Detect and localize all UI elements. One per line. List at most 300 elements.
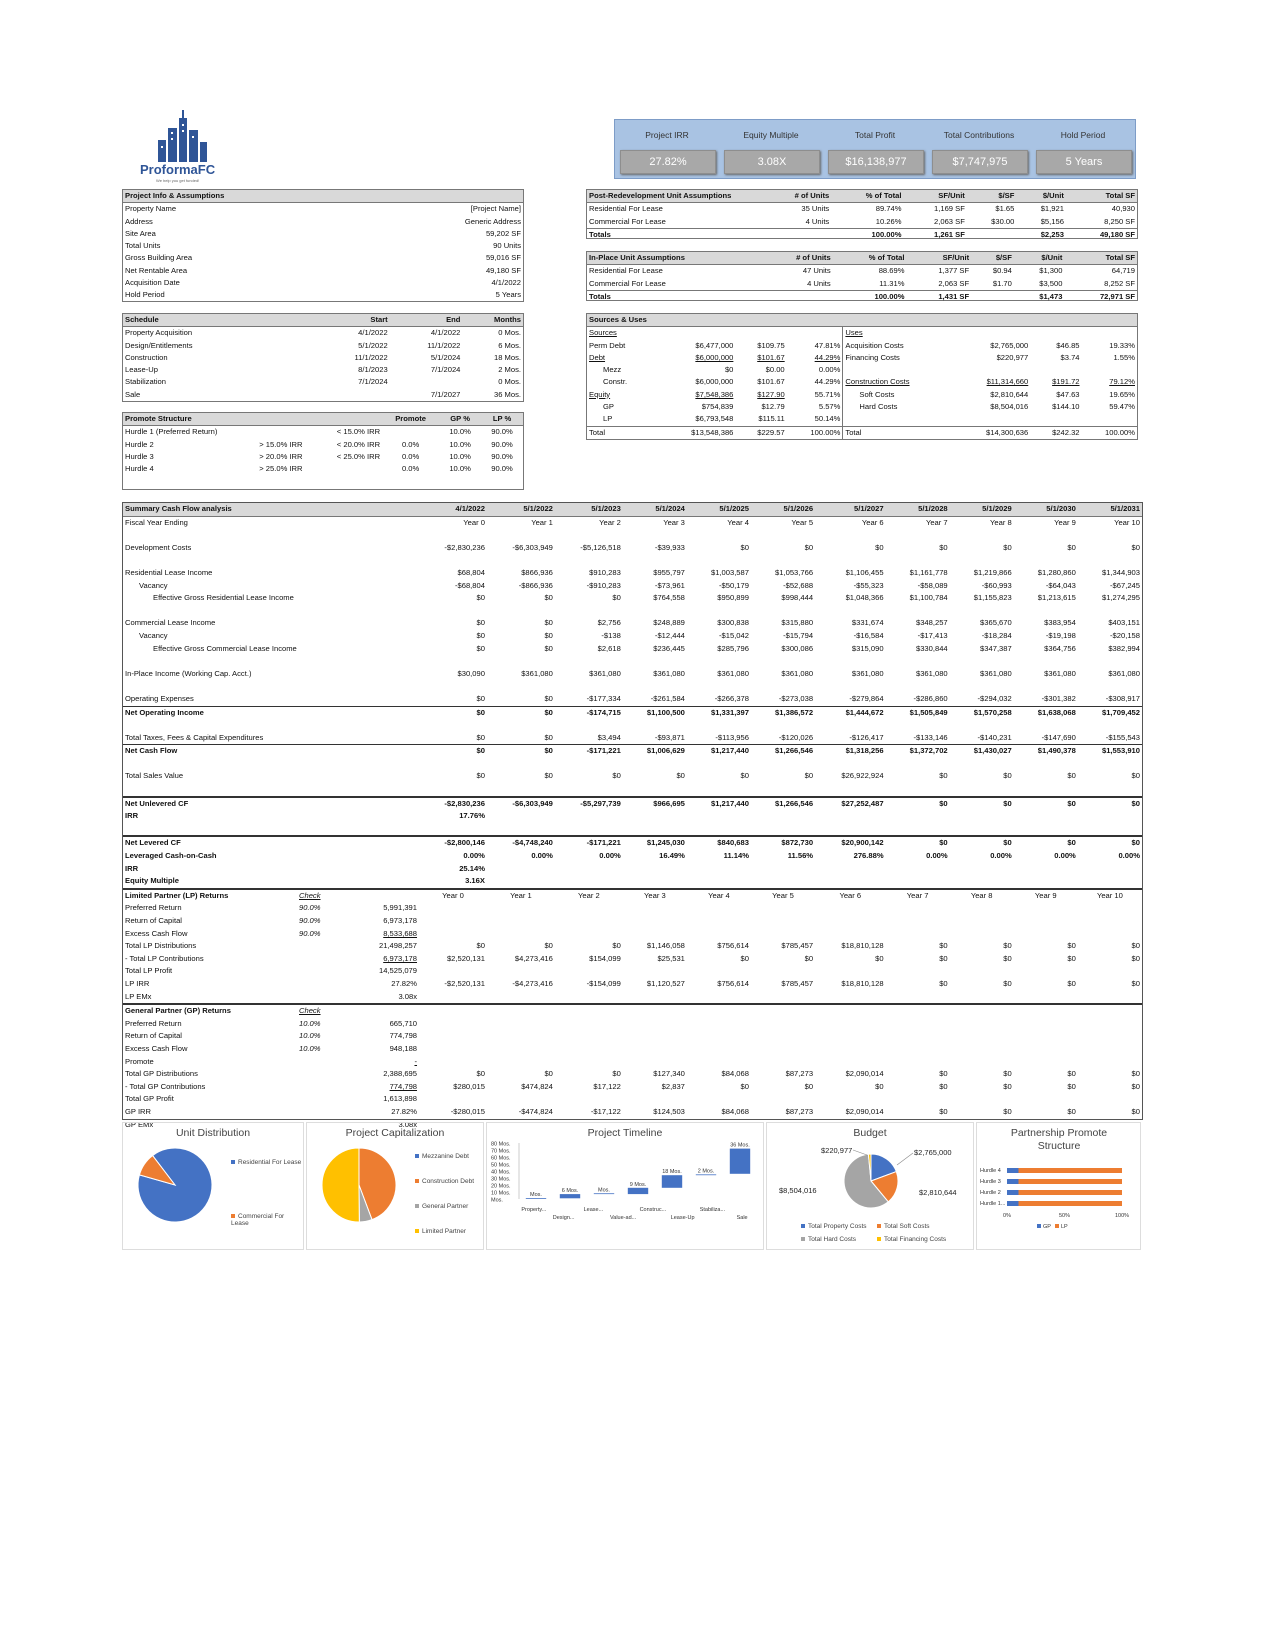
- table-cell: % of Total: [833, 252, 907, 265]
- chart-title: Project Capitalization: [345, 1127, 445, 1139]
- table-cell: $248,889: [653, 618, 685, 628]
- kpi-equity-multiple: [719, 120, 823, 180]
- table-cell: [886, 1018, 950, 1031]
- table-cell: 10.0%: [449, 451, 471, 461]
- table-cell: Uses: [843, 327, 1137, 340]
- table-cell: Hold Period: [125, 290, 165, 300]
- table-cell: $2,253: [1016, 228, 1066, 241]
- table-cell: [687, 915, 751, 928]
- table-row: [123, 463, 523, 475]
- table-row: [123, 1093, 1142, 1106]
- table-cell: $361,080: [1044, 668, 1076, 678]
- table-cell: $2,090,014: [845, 1106, 884, 1116]
- table-cell: Year 0: [419, 889, 487, 903]
- table-cell: $144.10: [1052, 402, 1080, 412]
- table-cell: Construction Costs: [843, 376, 955, 388]
- table-cell: < 25.0% IRR: [336, 451, 381, 461]
- table-cell: 11/1/2022: [427, 340, 461, 350]
- unit-pie: [123, 1123, 305, 1251]
- timeline-xlabel: Lease...: [583, 1207, 604, 1213]
- table-cell: $1,318,256: [815, 745, 886, 758]
- table-row: [123, 902, 1142, 915]
- kpi-hold-period: [1031, 120, 1135, 180]
- promote-hurdle-label: Hurdle 1...: [980, 1201, 1006, 1207]
- table-cell: 10.0%: [449, 439, 471, 449]
- table-cell: $3,494: [597, 732, 621, 742]
- legend-property: Total Property Costs: [801, 1223, 867, 1230]
- table-row: [123, 376, 523, 388]
- table-cell: $0.94: [992, 266, 1012, 276]
- table-cell: $6,000,000: [695, 352, 734, 362]
- table-cell: 10.0%: [449, 464, 471, 474]
- table-cell: [305, 413, 383, 426]
- table-row: [123, 965, 1142, 978]
- timeline-ytick: Mos.: [491, 1197, 503, 1204]
- table-cell: [419, 991, 487, 1005]
- spacer: [123, 554, 1142, 567]
- table-cell: -$286,860: [913, 693, 948, 703]
- table-cell: [419, 1018, 487, 1031]
- table-cell: $0: [612, 771, 621, 781]
- table-cell: -$68,804: [454, 580, 485, 590]
- budget-chart: [766, 1122, 974, 1250]
- table-cell: $/Unit: [1016, 190, 1066, 203]
- table-cell: [815, 915, 886, 928]
- legend-lp: Limited Partner: [415, 1228, 466, 1235]
- table-cell: 4/1/2022: [358, 328, 388, 338]
- table-cell: -$279,864: [849, 693, 884, 703]
- table-cell: 0.00%: [926, 851, 948, 861]
- table-cell: 1,261 SF: [903, 228, 966, 241]
- table-cell: $0: [1003, 1081, 1012, 1091]
- table-cell: $0: [1003, 953, 1012, 963]
- table-cell: $0: [1014, 797, 1078, 811]
- kpi-project-irr: [615, 120, 719, 180]
- table-cell: 72,971 SF: [1064, 290, 1137, 303]
- table-cell: Totals: [587, 290, 761, 303]
- table-cell: [815, 1030, 886, 1043]
- table-cell: $364,756: [1044, 643, 1076, 653]
- table-cell: [1078, 965, 1142, 978]
- table-cell: 21,498,257: [379, 941, 418, 951]
- city-skyline-icon: [152, 110, 212, 162]
- table-cell: $1,709,452: [1078, 706, 1142, 719]
- table-cell: [419, 902, 487, 915]
- table-cell: $1,331,397: [687, 706, 751, 719]
- table-cell: 44.29%: [814, 352, 841, 362]
- table-cell: 90.0%: [491, 427, 513, 437]
- chart-title: Unit Distribution: [175, 1127, 251, 1139]
- table-cell: [623, 1093, 687, 1106]
- table-cell: -$2,830,236: [419, 797, 487, 811]
- table-cell: $361,080: [1108, 668, 1140, 678]
- table-row: [123, 203, 523, 216]
- table-cell: $1,505,849: [886, 706, 950, 719]
- table-cell: [555, 1056, 623, 1069]
- table-cell: SF/Unit: [906, 252, 971, 265]
- table-cell: -$261,584: [650, 693, 685, 703]
- table-cell: -$133,146: [913, 732, 948, 742]
- table-cell: Operating Expenses: [125, 693, 194, 703]
- table-cell: Year 4: [727, 517, 749, 527]
- table-cell: $0: [939, 1081, 948, 1091]
- table-cell: [297, 965, 343, 978]
- table-cell: [886, 1004, 950, 1018]
- table-cell: 1,431 SF: [906, 290, 971, 303]
- table-cell: $2,090,014: [845, 1069, 884, 1079]
- table-cell: -$154,099: [586, 978, 621, 988]
- table-cell: Gross Building Area: [125, 253, 193, 263]
- table-cell: [555, 902, 623, 915]
- table-cell: [1078, 810, 1142, 823]
- table-cell: $2,765,000: [990, 340, 1029, 350]
- table-cell: 44.29%: [814, 377, 841, 387]
- table-row: [123, 1056, 1142, 1069]
- table-cell: $315,880: [781, 618, 814, 628]
- timeline-bar-label: 6 Mos.: [561, 1188, 579, 1195]
- table-cell: $229.57: [735, 426, 786, 439]
- spacer: [123, 655, 1142, 668]
- table-cell: 7/1/2027: [430, 389, 461, 399]
- table-cell: $0: [1003, 1106, 1012, 1116]
- table-row: [123, 732, 1142, 745]
- table-cell: [886, 965, 950, 978]
- table-cell: Year 9: [1054, 517, 1076, 527]
- table-cell: Hurdle 2: [125, 439, 154, 449]
- table-cell: 90 Units: [493, 241, 521, 251]
- table-cell: [751, 1056, 815, 1069]
- kpi-total-profit: [823, 120, 927, 180]
- table-cell: 8/1/2023: [358, 365, 388, 375]
- table-cell: -$308,917: [1105, 693, 1140, 703]
- table-cell: Year 9: [1014, 889, 1078, 903]
- kpi-value: $7,747,975: [932, 150, 1028, 174]
- table-cell: -$17,122: [590, 1106, 621, 1116]
- table-cell: Commercial For Lease: [589, 278, 666, 288]
- table-cell: LP: [603, 414, 613, 424]
- table-cell: 2,063 SF: [934, 216, 965, 226]
- table-cell: $1,100,500: [623, 706, 687, 719]
- table-cell: [751, 810, 815, 823]
- table-cell: Residential Lease Income: [125, 567, 213, 577]
- table-cell: [950, 1056, 1014, 1069]
- table-cell: -$910,283: [586, 580, 621, 590]
- table-header: [123, 413, 523, 426]
- promote-hurdle-label: Hurdle 2: [980, 1190, 1001, 1196]
- table-cell: $0: [476, 771, 485, 781]
- timeline-bar-label: Mos.: [530, 1192, 542, 1199]
- table-cell: Check: [297, 1004, 343, 1018]
- table-cell: $756,614: [717, 941, 749, 951]
- table-cell: -$18,284: [981, 630, 1012, 640]
- spacer: [123, 719, 1142, 732]
- table-cell: Address: [125, 216, 153, 226]
- table-cell: 4 Units: [807, 278, 831, 288]
- table-cell: [1078, 928, 1142, 941]
- legend-gp: GP: [1043, 1224, 1051, 1230]
- timeline-ytick: 50 Mos.: [491, 1162, 511, 1169]
- promote-xtick: 100%: [1114, 1213, 1130, 1219]
- table-cell: $0: [476, 618, 485, 628]
- table-cell: -$52,688: [783, 580, 814, 590]
- table-cell: [419, 928, 487, 941]
- table-cell: $840,683: [687, 836, 751, 850]
- table-cell: [751, 991, 815, 1005]
- table-row: [123, 850, 1142, 863]
- table-row: [123, 706, 1142, 719]
- table-cell: [555, 1043, 623, 1056]
- table-cell: Site Area: [125, 228, 156, 238]
- table-cell: LP %: [481, 413, 523, 426]
- table-cell: 6,973,178: [383, 916, 418, 925]
- table-cell: Residential For Lease: [589, 266, 663, 276]
- table-cell: $236,445: [653, 643, 685, 653]
- table-cell: [623, 991, 687, 1005]
- table-cell: $1,430,027: [950, 745, 1014, 758]
- table-cell: $0: [487, 706, 555, 719]
- table-cell: [1030, 364, 1081, 376]
- table-cell: Mezz: [603, 365, 622, 375]
- table-cell: $0: [1131, 1106, 1140, 1116]
- table-cell: $1,921: [1040, 204, 1064, 214]
- table-cell: -$6,303,949: [512, 542, 553, 552]
- timeline-bar: [662, 1175, 682, 1188]
- table-row: [123, 265, 523, 277]
- table-cell: -$19,198: [1045, 630, 1076, 640]
- sources-uses-table: [586, 313, 1138, 440]
- table-cell: $1,300: [1039, 266, 1063, 276]
- table-cell: [623, 1018, 687, 1031]
- table-cell: [1078, 1030, 1142, 1043]
- table-cell: -$177,334: [586, 693, 621, 703]
- table-cell: $6,793,548: [695, 414, 734, 424]
- table-header: [123, 503, 1142, 516]
- table-cell: Commercial Lease Income: [125, 618, 216, 628]
- table-cell: [1078, 991, 1142, 1005]
- table-cell: $1,386,572: [751, 706, 815, 719]
- table-cell: 55.71%: [814, 389, 841, 399]
- spacer: [123, 783, 1142, 797]
- table-cell: [687, 965, 751, 978]
- table-cell: Net Operating Income: [123, 706, 419, 719]
- table-cell: 1.55%: [1113, 352, 1135, 362]
- promote-structure-table: [122, 412, 524, 490]
- table-cell: 0.0%: [401, 464, 420, 474]
- table-cell: 4/1/2022: [491, 278, 521, 288]
- table-cell: $383,954: [1044, 618, 1076, 628]
- table-cell: 5 Years: [495, 290, 521, 300]
- table-cell: Excess Cash Flow: [125, 1043, 188, 1053]
- table-cell: End: [390, 314, 463, 327]
- table-cell: $1,219,866: [973, 567, 1012, 577]
- table-cell: -$16,584: [853, 630, 884, 640]
- table-total: [587, 228, 1137, 241]
- budget-pie: [767, 1123, 975, 1251]
- table-cell: -$280,015: [450, 1106, 485, 1116]
- table-cell: $/Unit: [1014, 252, 1065, 265]
- table-cell: 27.82%: [391, 978, 418, 988]
- table-cell: Net Rentable Area: [125, 265, 188, 275]
- table-cell: 90.0%: [299, 928, 321, 938]
- table-cell: $785,457: [781, 978, 814, 988]
- table-cell: [1078, 1093, 1142, 1106]
- table-cell: Financing Costs: [843, 352, 955, 364]
- table-cell: 0.00%: [531, 851, 553, 861]
- project-capitalization-chart: [306, 1122, 484, 1250]
- timeline-bar-label: Mos.: [598, 1187, 610, 1194]
- table-cell: $0: [1003, 542, 1012, 552]
- table-cell: Hurdle 1 (Preferred Return): [125, 427, 218, 437]
- table-cell: 11.14%: [723, 851, 749, 861]
- table-cell: $754,839: [701, 402, 734, 412]
- table-cell: $18,810,128: [841, 978, 884, 988]
- table-cell: $361,080: [521, 668, 553, 678]
- table-cell: $0: [939, 1069, 948, 1079]
- project-timeline-chart: [486, 1122, 764, 1250]
- table-cell: $5,156: [1040, 216, 1064, 226]
- timeline-ytick: 40 Mos.: [491, 1169, 511, 1176]
- table-cell: Property Acquisition: [125, 328, 193, 338]
- table-cell: [555, 1093, 623, 1106]
- table-cell: Limited Partner (LP) Returns: [123, 889, 297, 903]
- timeline-bar: [526, 1198, 546, 1199]
- table-cell: Residential For Lease: [589, 204, 663, 214]
- table-row: [587, 278, 1137, 291]
- table-cell: [123, 823, 1142, 837]
- table-cell: 19.33%: [1109, 340, 1135, 350]
- table-cell: $/SF: [967, 190, 1017, 203]
- table-cell: LP EMx: [125, 991, 152, 1001]
- table-cell: [751, 1018, 815, 1031]
- table-cell: Year 1: [487, 889, 555, 903]
- table-cell: [623, 1056, 687, 1069]
- table-cell: 0.00%: [599, 851, 621, 861]
- table-cell: -$2,520,131: [444, 978, 485, 988]
- table-cell: 1,377 SF: [938, 266, 970, 276]
- table-row: [123, 668, 1142, 681]
- timeline-bars: [487, 1123, 765, 1251]
- table-cell: Year 7: [886, 889, 950, 903]
- table-cell: Check: [297, 889, 343, 903]
- table-cell: $17,122: [593, 1081, 621, 1091]
- table-cell: GP EMx: [125, 1119, 154, 1129]
- table-cell: Total: [587, 426, 660, 439]
- table-cell: [886, 1043, 950, 1056]
- table-cell: $6,000,000: [695, 377, 734, 387]
- table-cell: [487, 810, 555, 823]
- table-cell: $331,674: [851, 618, 884, 628]
- table-row: [123, 810, 1142, 823]
- table-cell: [419, 1030, 487, 1043]
- table-row: [123, 542, 1142, 555]
- table-cell: $0: [1067, 941, 1076, 951]
- table-cell: $966,695: [623, 797, 687, 811]
- table-cell: Soft Costs: [843, 389, 955, 401]
- timeline-ytick: 20 Mos.: [491, 1183, 511, 1190]
- table-cell: $0: [1131, 542, 1140, 552]
- table-row: [123, 389, 523, 401]
- table-cell: -$171,221: [555, 745, 623, 758]
- table-cell: Preferred Return: [125, 1018, 182, 1028]
- table-cell: $1,280,860: [1037, 567, 1076, 577]
- table-row: [587, 327, 1137, 340]
- table-row: [123, 978, 1142, 991]
- table-cell: 0.00%: [463, 851, 485, 861]
- table-cell: $0: [1067, 978, 1076, 988]
- table-cell: $0: [544, 732, 553, 742]
- table-cell: $1,274,295: [1101, 593, 1140, 603]
- table-cell: [955, 364, 1030, 376]
- table-cell: $0: [1131, 978, 1140, 988]
- table-cell: $0: [1078, 797, 1142, 811]
- table-cell: Year 7: [925, 517, 948, 527]
- table-cell: -$120,026: [778, 732, 814, 742]
- table-cell: 5/1/2028: [886, 503, 950, 516]
- table-cell: [297, 1068, 343, 1081]
- table-cell: -$866,936: [518, 580, 553, 590]
- table-cell: [687, 1056, 751, 1069]
- table-cell: [1078, 915, 1142, 928]
- in-place-units-table: [586, 251, 1138, 301]
- table-cell: 2,063 SF: [938, 278, 970, 288]
- table-cell: Preferred Return: [125, 903, 182, 913]
- table-cell: 2 Mos.: [498, 365, 521, 375]
- table-cell: [761, 228, 831, 241]
- table-cell: [950, 915, 1014, 928]
- table-cell: 49,180 SF: [485, 265, 521, 275]
- table-cell: [623, 1004, 687, 1018]
- budget-label: $8,504,016: [779, 1186, 817, 1195]
- table-cell: $12.79: [761, 402, 785, 412]
- table-cell: [487, 1093, 555, 1106]
- timeline-bar-label: 18 Mos.: [662, 1169, 682, 1176]
- table-cell: -$474,824: [518, 1106, 553, 1116]
- table-row: [123, 277, 523, 289]
- table-cell: 1,169 SF: [934, 204, 965, 214]
- table-cell: -$67,245: [1110, 580, 1140, 590]
- table-cell: [950, 810, 1014, 823]
- table-cell: Sale: [125, 389, 141, 399]
- table-cell: $1,217,440: [687, 797, 751, 811]
- promote-gp-bar: [1007, 1179, 1019, 1184]
- table-cell: $361,080: [589, 668, 621, 678]
- table-cell: $474,824: [521, 1081, 553, 1091]
- table-cell: -$73,961: [654, 580, 685, 590]
- table-cell: Total Taxes, Fees & Capital Expenditures: [125, 732, 264, 742]
- table-header: [587, 252, 1137, 265]
- table-cell: Vacancy: [139, 630, 168, 640]
- table-cell: [227, 413, 305, 426]
- table-cell: $84,068: [721, 1106, 749, 1116]
- table-cell: $0: [1003, 978, 1012, 988]
- table-cell: Excess Cash Flow: [125, 928, 188, 938]
- table-cell: [751, 1030, 815, 1043]
- timeline-xlabel: Sale: [736, 1215, 748, 1221]
- table-cell: 5/1/2030: [1014, 503, 1078, 516]
- table-header: [123, 190, 523, 203]
- table-cell: $27,252,487: [815, 797, 886, 811]
- kpi-value: 3.08X: [724, 150, 820, 174]
- table-cell: $0: [804, 1081, 814, 1091]
- table-cell: 5/1/2022: [487, 503, 555, 516]
- table-cell: 25.14%: [459, 863, 485, 873]
- table-cell: [123, 758, 1142, 771]
- table-cell: - Total LP Contributions: [125, 953, 204, 963]
- table-cell: $764,558: [653, 593, 685, 603]
- schedule-table: [122, 313, 524, 402]
- table-cell: Acquisition Date: [125, 278, 180, 288]
- table-cell: $1,120,527: [646, 978, 685, 988]
